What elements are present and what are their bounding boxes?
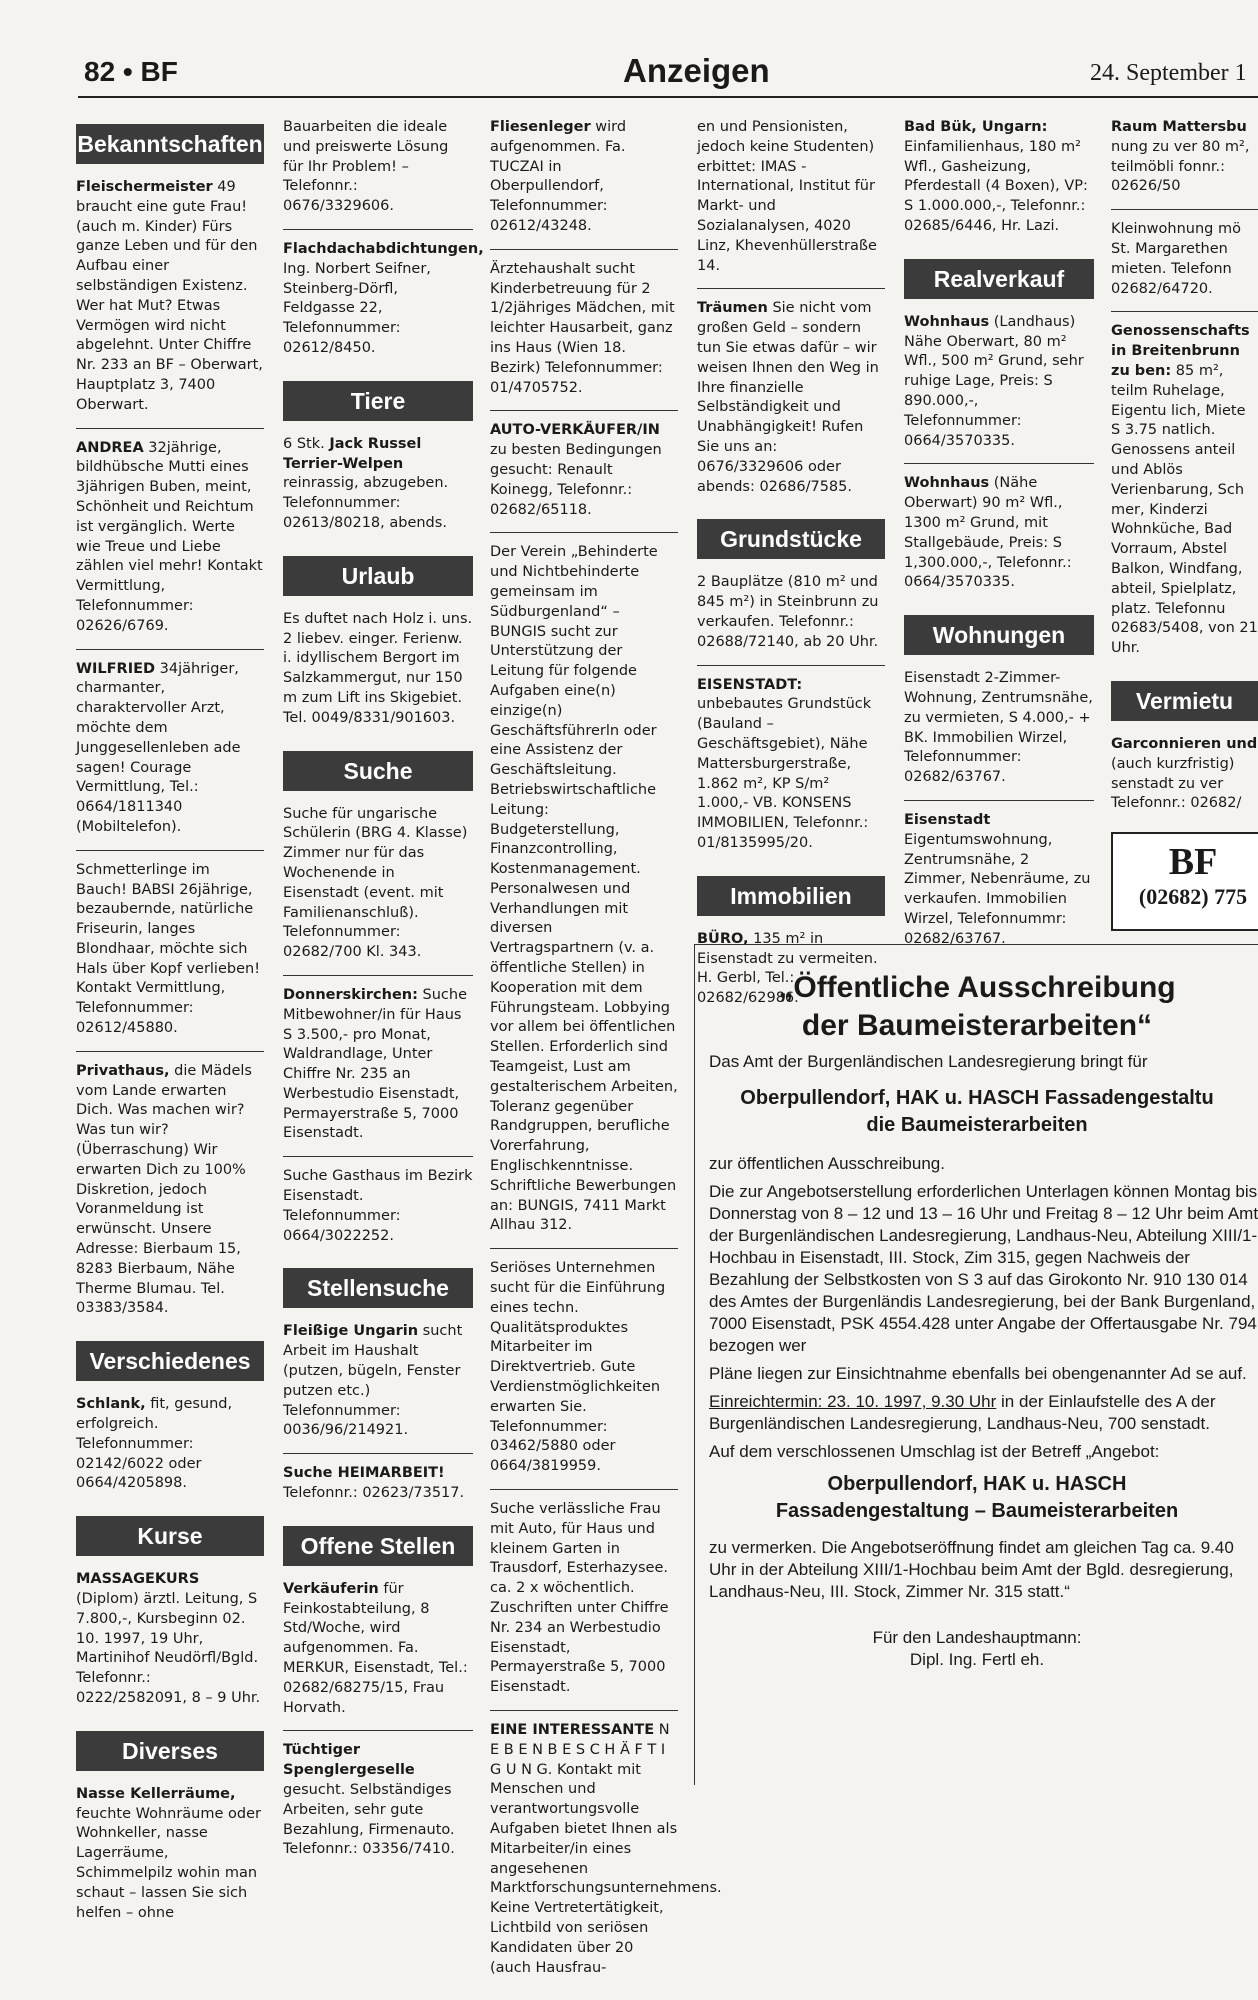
tender-text: Das Amt der Burgenländischen Landesregierung bringt für: [709, 1052, 1148, 1071]
classified-ad: Fleischermeister 49 braucht eine gute Frau! (auch m. Kinder) Fürs ganze Leben und für den Aufbau einer selbständigen Existenz. Wer hat Mut? Etwas Vermögen wird nicht abgelehnt. Unter Chiffre Nr. 233 an BF – Oberwart, Hauptplatz 3, 7400 Oberwart.: [76, 178, 264, 429]
classified-ad: Eisenstadt Eigentumswohnung, Zentrumsnähe, 2 Zimmer, Nebenräume, zu verkaufen. Immobilien Wirzel, Telefonnummr: 02682/63767.: [904, 811, 1091, 947]
category-diverses: Diverses: [76, 1731, 264, 1771]
category-tiere: Tiere: [283, 381, 473, 421]
classified-ad: Schmetterlinge im Bauch! BABSI 26jährige, bezaubernde, natürliche Friseurin, langes Blondhaar, möchte sich Hals über Kopf verlieben! Kontakt Vermittlung, Telefonnummer: 02612/45880.: [76, 861, 264, 1052]
page-number: 82 • BF: [84, 56, 178, 87]
category-verschiedenes: Verschiedenes: [76, 1341, 264, 1381]
classified-ad: en und Pensionisten, jedoch keine Studenten) erbittet: IMAS - International, Institut für Markt- und Sozialanalysen, 4020 Linz, Khevenhüllerstraße 14.: [697, 118, 885, 289]
classified-ad: Garconnieren und (auch kurzfristig) senstadt zu ver Telefonnr.: 02682/: [1111, 735, 1258, 812]
classified-ad: Genossenschafts in Breitenbrunn zu ben: 85 m², teilm Ruhelage, Eigentu lich, Miete S 3.75 natlich. Genossens anteil und Ablös Verienbarung, Sch mer, Kinderzi Wohnküche, Bad Vorraum, Abstel Balkon, Windfang, abteil, Spielplatz, platz. Telefonnu 02683/5408, von 21 Uhr.: [1111, 323, 1258, 657]
column-6: [1111, 118, 1258, 836]
classified-ad: ANDREA 32jährige, bildhübsche Mutti eines 3jährigen Buben, meint, Schönheit und Reichtum ist vergänglich. Werte wie Treue und Liebe zählen viel mehr! Kontakt Vermittlung, Telefonnummer: 02626/6769.: [76, 439, 264, 650]
classified-ad: EISENSTADT: unbebautes Grundstück (Bauland – Geschäftsgebiet), Nähe Mattersburgerstraße, 1.862 m², KP S/m² 1.000,- VB. KONSENS IMMOBILIEN, Telefonnr.: 01/8135995/20.: [697, 676, 872, 851]
classified-ad: Nasse Kellerräume, feuchte Wohnräume oder Wohnkeller, nasse Lagerräume, Schimmelpilz wohin man schaut – lassen Sie sich helfen – ohne: [76, 1785, 261, 1921]
classified-ad: 2 Bauplätze (810 m² und 845 m²) in Steinbrunn zu verkaufen. Telefonnr.: 02688/72140, ab 20 Uhr.: [697, 573, 885, 665]
classified-ad: Flachdachabdichtungen, Ing. Norbert Seifner, Steinberg-Dörfl, Feldgasse 22, Telefonnummer: 02612/8450.: [283, 240, 484, 356]
classified-ad: Der Verein „Behinderte und Nichtbehinderte gemeinsam im Südburgenland“ – BUNGIS sucht zur Unterstützung der Leitung für folgende Aufgaben eine(n) einzige(n) Geschäftsführerln oder eine Assistenz der Geschäftsleitung. Betriebswirtschaftliche Leitung: Budgeterstellung, Finanzcontrolling, Kostenmanagement. Personalwesen und Verhandlungen mit diversen Vertragspartnern (v. a. öffentliche Stellen) in Kooperation mit dem Führungsteam. Lobbying vor allem bei öffentlichen Stellen. Erforderlich sind Teamgeist, Lust am gestalterischem Arbeiten, Toleranz gegenüber Randgruppen, berufliche Vorerfahrung, Englischkenntnisse. Schriftliche Bewerbungen an: BUNGIS, 7411 Markt Allhau 312.: [490, 543, 678, 1249]
classified-ad: 6 Stk. Jack Russel Terrier-Welpen reinrassig, abzugeben. Telefonnummer: 02613/80218, abends.: [283, 435, 449, 531]
classified-ad: Tüchtiger Spenglergeselle gesucht. Selbständiges Arbeiten, sehr gute Bezahlung, Firmenauto. Telefonnr.: 03356/7410.: [283, 1742, 455, 1858]
tender-subtitle: Oberpullendorf, HAK u. HASCH Fassadengestaltu die Baumeisterarbeiten: [740, 1087, 1214, 1136]
classified-ad: EINE INTERESSANTE N E B E N B E S C H Ä F T I G U N G. Kontakt mit Menschen und verantwortungsvolle Aufgaben bietet Ihnen als Mitarbeiter/in eines angesehenen Marktforschungsunternehmens. Keine Vertretertätigkeit, Lichtbild von seriösen Kandidaten über 20 (auch Hausfrau-: [490, 1721, 722, 1976]
column-1: [76, 118, 264, 1945]
classified-ad: Suche für ungarische Schülerin (BRG 4. Klasse) Zimmer nur für das Wochenende in Eisenstadt (event. mit Familienanschluß). Telefonnummer: 02682/700 Kl. 343.: [283, 805, 473, 976]
classified-ad: BÜRO, 135 m² in Eisenstadt zu vermeiten. H. Gerbl, Tel.: 02682/62986.: [697, 930, 878, 1007]
classified-ad: Verkäuferin für Feinkostabteilung, 8 Std/Woche, wird aufgenommen. Fa. MERKUR, Eisenstadt, Tel.: 02682/68275/15, Frau Horvath.: [283, 1580, 473, 1732]
tender-text: Einreichtermin: 23. 10. 1997, 9.30 Uhr in der Einlaufstelle des A der Burgenländischen Landesregierung, Landhaus-Neu, 700 senstadt.: [709, 1392, 1216, 1433]
classified-ad: Eisenstadt 2-Zimmer-Wohnung, Zentrumsnähe, zu vermieten, S 4.000,- + BK. Immobilien Wirzel, Telefonnummer: 02682/63767.: [904, 669, 1094, 801]
tender-title: „Öffentliche Ausschreibung der Baumeisterarbeiten“: [778, 971, 1176, 1042]
classified-ad: Fleißige Ungarin sucht Arbeit im Haushalt (putzen, bügeln, Fenster putzen etc.) Telefonnummer: 0036/96/214921.: [283, 1322, 473, 1454]
category-vermietung: Vermietu: [1111, 681, 1258, 721]
classified-ad: Schlank, fit, gesund, erfolgreich. Telefonnummer: 02142/6022 oder 0664/4205898.: [76, 1396, 233, 1492]
submission-deadline: Einreichtermin: 23. 10. 1997, 9.30 Uhr: [709, 1392, 997, 1411]
tender-text: zu vermerken. Die Angebotseröffnung findet am gleichen Tag ca. 9.40 Uhr in der Abteilung XIII/1-Hochbau beim Amt der Bgld. desregierung, Landhaus-Neu, III. Stock, Zimmer Nr. 315 statt.“: [709, 1538, 1234, 1601]
category-suche: Suche: [283, 751, 473, 791]
bf-phone: (02682) 775: [1138, 884, 1248, 909]
category-bekanntschaften: Bekanntschaften: [76, 124, 264, 164]
column-2: [283, 118, 484, 1882]
classified-ad: Suche verlässliche Frau mit Auto, für Haus und kleinem Garten in Trausdorf, Esterhazysee. ca. 2 x wöchentlich. Zuschriften unter Chiffre Nr. 234 an Werbestudio Eisenstadt, Permayerstraße 5, 7000 Eisenstadt.: [490, 1500, 678, 1711]
bf-contact-box: [1111, 832, 1258, 931]
column-4: [697, 118, 885, 1031]
category-offene-stellen: Offene Stellen: [283, 1526, 473, 1566]
classified-ad: Suche HEIMARBEIT! Telefonnr.: 02623/73517.: [283, 1465, 465, 1502]
classified-ad: Bauarbeiten die ideale und preiswerte Lösung für Ihr Problem! – Telefonnr.: 0676/3329606.: [283, 118, 473, 230]
tender-text: zur öffentlichen Ausschreibung.: [709, 1154, 945, 1173]
classified-ad: Wohnhaus (Nähe Oberwart) 90 m² Wfl., 1300 m² Grund, mit Stallgebäude, Preis: S 1,300.000,-, Telefonnr.: 0664/3570335.: [904, 475, 1072, 591]
classified-ad: MASSAGEKURS (Diplom) ärztl. Leitung, S 7.800,-, Kursbeginn 02. 10. 1997, 19 Uhr, Martinihof Neudörfl/Bgld. Telefonnr.: 0222/2582091, 8 – 9 Uhr.: [76, 1571, 261, 1706]
classified-ad: Privathaus, die Mädels vom Lande erwarten Dich. Was machen wir? Was tun wir? (Überraschung) Wir erwarten Dich zu 100% Diskretion, jedoch Voranmeldung ist erwünscht. Unsere Adresse: Bierbaum 15, 8283 Bierbaum, Nähe Therme Blumau. Tel. 03383/3584.: [76, 1062, 252, 1317]
category-wohnungen: Wohnungen: [904, 615, 1094, 655]
tender-text: Auf dem verschlossenen Umschlag ist der Betreff „Angebot:: [709, 1442, 1160, 1461]
classified-ad: Fliesenleger wird aufgenommen. Fa. TUCZAI in Oberpullendorf, Telefonnummer: 02612/43248.: [490, 118, 678, 250]
issue-date: 24. September 1: [1090, 60, 1247, 86]
category-realverkauf: Realverkauf: [904, 259, 1094, 299]
tender-text: Die zur Angebotserstellung erforderlichen Unterlagen können Montag bis Donnerstag von 8 – 12 und 13 – 16 Uhr und Freitag 8 – 12 Uhr beim Amt der Burgenländischen Landesregierung, Landhaus-Neu, Abteilung XIII/1-Hochbau in Eisenstadt, III. Stock, Zim 315, gegen Nachweis der Bezahlung der Selbstkosten von S 3 auf das Girokonto Nr. 910 130 014 des Amtes der Burgenländis Landesregierung, bei der Bank Burgenland, 7000 Eisenstadt, PSK 4554.428 unter Angabe der Offertausgabe Nr. 794 bezogen wer: [709, 1182, 1258, 1355]
classified-ad: Es duftet nach Holz i. uns. 2 liebev. einger. Ferienw. i. idyllischem Bergort im Salzkammergut, nur 150 m zum Lift ins Skigebiet. Tel. 0049/8331/901603.: [283, 610, 473, 726]
column-5: [904, 118, 1094, 972]
classified-ad: Ärztehaushalt sucht Kinderbetreuung für 2 1/2jähriges Mädchen, mit leichter Hausarbeit, ganz ins Haus (Wien 18. Bezirk) Telefonnummer: 01/4705752.: [490, 260, 678, 412]
classified-ad: Träumen Sie nicht vom großen Geld – sondern tun Sie etwas dafür – wir weisen Ihnen den Weg in Ihre finanzielle Selbständigkeit und Unabhängigkeit! Rufen Sie uns an: 0676/3329606 oder abends: 02686/7585.: [697, 300, 879, 495]
tender-subject: Oberpullendorf, HAK u. HASCH Fassadengestaltung – Baumeisterarbeiten: [775, 1473, 1179, 1522]
classified-ad: Bad Bük, Ungarn: Einfamilienhaus, 180 m² Wfl., Gasheizung, Pferdestall (4 Boxen), VP: S 1.000.000,-, Telefonnr.: 02685/6446, Hr. Lazi.: [904, 119, 1088, 234]
classified-ad: Suche Gasthaus im Bezirk Eisenstadt. Telefonnummer: 0664/3022252.: [283, 1168, 473, 1244]
public-tender-notice: [694, 944, 1258, 1785]
tender-signature: Für den Landeshauptmann: Dipl. Ing. Fertl eh.: [872, 1628, 1082, 1669]
category-stellensuche: Stellensuche: [283, 1268, 473, 1308]
column-3: [490, 118, 722, 2000]
tender-text: Pläne liegen zur Einsichtnahme ebenfalls bei obengenannter Ad se auf.: [709, 1364, 1247, 1383]
classified-ad: Kleinwohnung mö St. Margarethen mieten. Telefonn 02682/64720.: [1111, 220, 1258, 312]
classified-ad: Wohnhaus (Landhaus) Nähe Oberwart, 80 m² Wfl., 500 m² Grund, sehr ruhige Lage, Preis: S 890.000,-, Telefonnummer: 0664/3570335.: [904, 313, 1094, 465]
classified-ad: Donnerskirchen: Suche Mitbewohner/in für Haus S 3.500,- pro Monat, Waldrandlage, Unter Chiffre Nr. 235 an Werbestudio Eisenstadt, Permayerstraße 5, 7000 Eisenstadt.: [283, 986, 473, 1157]
classified-ad: AUTO-VERKÄUFER/IN zu besten Bedingungen gesucht: Renault Koinegg, Telefonnr.: 02682/65118.: [490, 421, 678, 533]
page-header: [0, 52, 1258, 102]
classified-ad: WILFRIED 34jähriger, charmanter, charaktervoller Arzt, möchte dem Junggesellenleben ade sagen! Courage Vermittlung, Tel.: 0664/1811340 (Mobiltelefon).: [76, 660, 264, 851]
category-urlaub: Urlaub: [283, 556, 473, 596]
category-grundstuecke: Grundstücke: [697, 519, 885, 559]
header-rule: [78, 96, 1258, 98]
classified-ad: Seriöses Unternehmen sucht für die Einführung eines techn. Qualitätsproduktes Mitarbeiter im Direktvertrieb. Gute Verdienstmöglichkeiten erwarten Sie. Telefonnummer: 03462/5880 oder 0664/3819959.: [490, 1259, 678, 1490]
classified-ad: Raum Mattersbu nung zu ver 80 m², teilmöbli fonnr.: 02626/50: [1111, 118, 1258, 210]
category-immobilien: Immobilien: [697, 876, 885, 916]
section-title: Anzeigen: [623, 52, 770, 89]
category-kurse: Kurse: [76, 1516, 264, 1556]
bf-logo-text: BF: [1168, 841, 1218, 883]
